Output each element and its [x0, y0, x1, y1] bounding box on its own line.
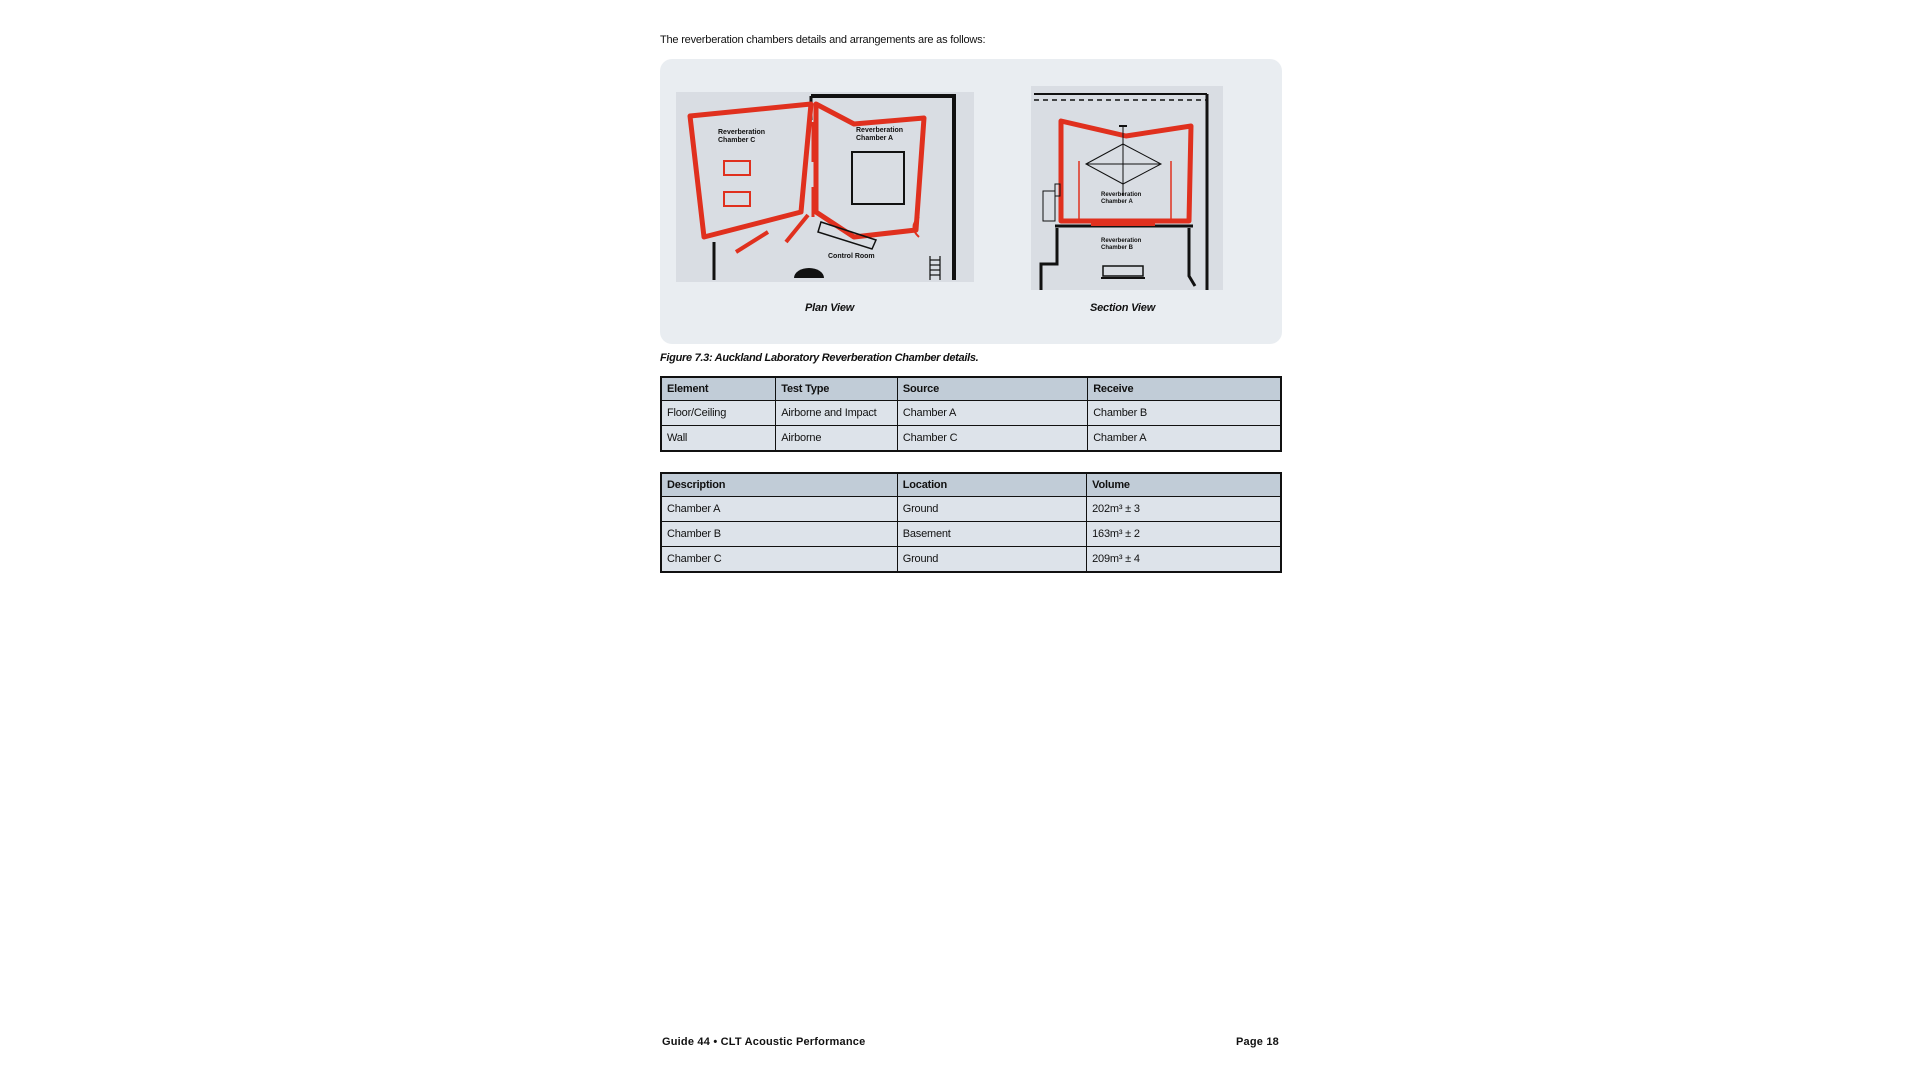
- section-label-chamber-a-2: Chamber A: [1101, 199, 1133, 205]
- test-arrangement-table: [660, 376, 1282, 452]
- table-row: [661, 497, 1281, 522]
- table-cell: Wall: [661, 426, 776, 452]
- table-cell: Chamber B: [1088, 401, 1281, 426]
- table-cell: Basement: [897, 522, 1086, 547]
- table-row: [661, 401, 1281, 426]
- table-cell: Ground: [897, 497, 1086, 522]
- plan-view-drawing: [676, 92, 974, 282]
- table-cell: Chamber A: [1088, 426, 1281, 452]
- column-header: Receive: [1088, 377, 1281, 401]
- column-header: Source: [897, 377, 1087, 401]
- table-header-row: [661, 377, 1281, 401]
- table-cell: Chamber A: [897, 401, 1087, 426]
- table-cell: Chamber A: [661, 497, 897, 522]
- table-cell: 163m³ ± 2: [1087, 522, 1281, 547]
- plan-label-control-room: Control Room: [828, 253, 875, 260]
- plan-label-chamber-c-2: Chamber C: [718, 137, 756, 144]
- table-cell: Chamber C: [897, 426, 1087, 452]
- footer-guide-title: Guide 44 • CLT Acoustic Performance: [662, 1036, 866, 1048]
- column-header: Description: [661, 473, 897, 497]
- column-header: Element: [661, 377, 776, 401]
- chamber-volume-table: [660, 472, 1282, 573]
- table-cell: 209m³ ± 4: [1087, 547, 1281, 573]
- column-header: Test Type: [776, 377, 898, 401]
- intro-text: The reverberation chambers details and arrangements are as follows:: [660, 34, 986, 46]
- section-label-chamber-b-2: Chamber B: [1101, 245, 1134, 251]
- plan-label-chamber-c-1: Reverberation: [718, 129, 766, 136]
- table-cell: 202m³ ± 3: [1087, 497, 1281, 522]
- section-view-drawing: [1031, 86, 1223, 290]
- section-label-chamber-b-1: Reverberation: [1101, 238, 1142, 244]
- table-cell: Floor/Ceiling: [661, 401, 776, 426]
- footer-page-number: Page 18: [1236, 1036, 1279, 1048]
- table-cell: Chamber C: [661, 547, 897, 573]
- table-row: [661, 547, 1281, 573]
- figure-panel: [660, 59, 1282, 344]
- table-row: [661, 522, 1281, 547]
- table-row: [661, 426, 1281, 452]
- column-header: Volume: [1087, 473, 1281, 497]
- section-view-label: Section View: [1090, 302, 1156, 314]
- section-label-chamber-a-1: Reverberation: [1101, 192, 1142, 198]
- table-cell: Chamber B: [661, 522, 897, 547]
- table-cell: Airborne and Impact: [776, 401, 898, 426]
- table-cell: Ground: [897, 547, 1086, 573]
- figure-caption: Figure 7.3: Auckland Laboratory Reverberation Chamber details.: [660, 352, 979, 364]
- plan-view-label: Plan View: [805, 302, 855, 314]
- column-header: Location: [897, 473, 1086, 497]
- table-cell: Airborne: [776, 426, 898, 452]
- plan-label-chamber-a-2: Chamber A: [856, 135, 894, 142]
- table-header-row: [661, 473, 1281, 497]
- plan-label-chamber-a-1: Reverberation: [856, 127, 904, 134]
